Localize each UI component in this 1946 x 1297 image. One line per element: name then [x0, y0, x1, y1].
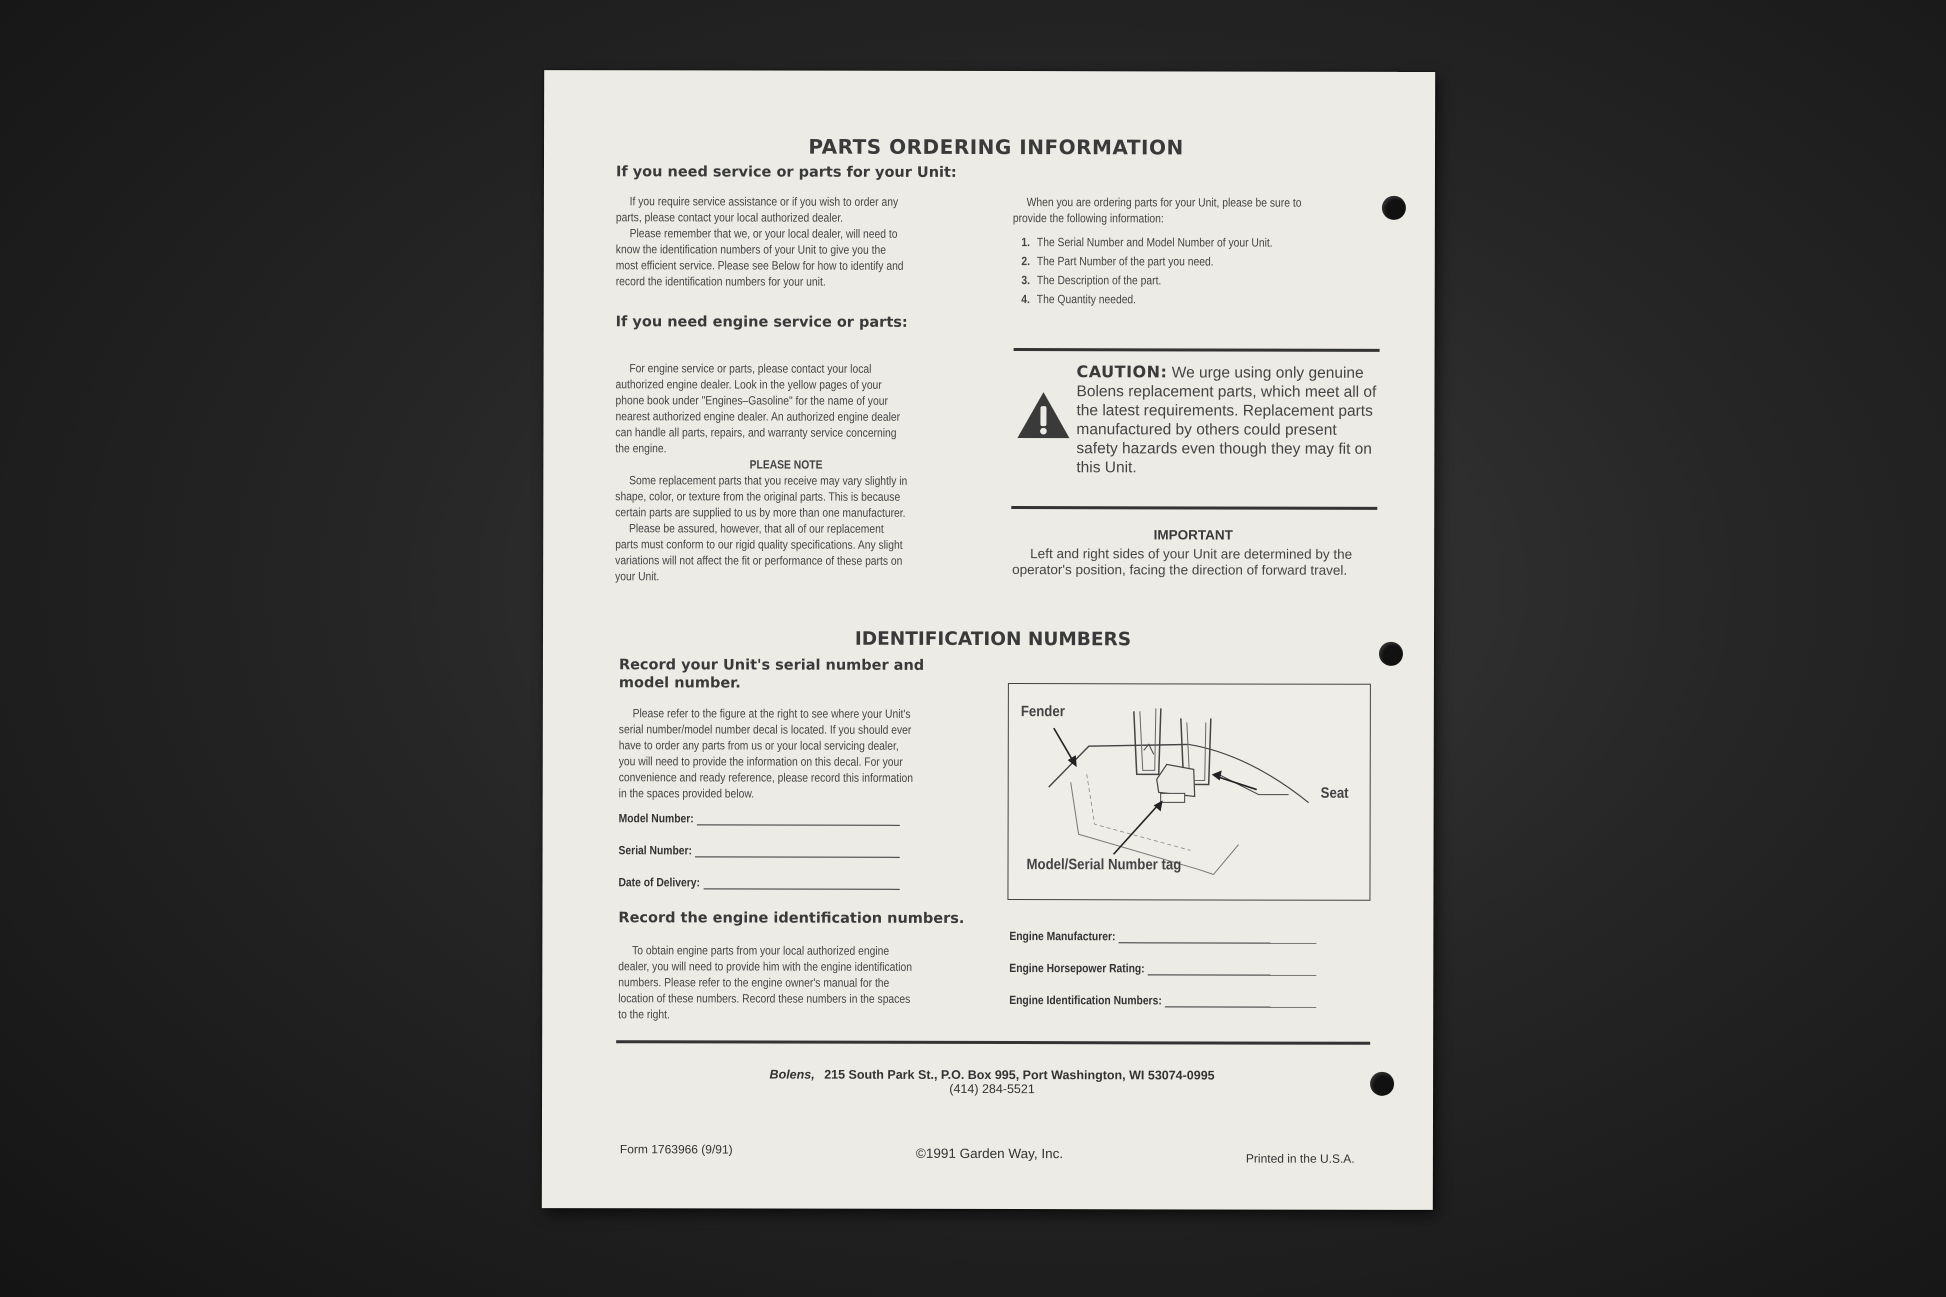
important-text: Left and right sides of your Unit are determined by the operator's position, facing the direction of forward travel. [1012, 546, 1353, 578]
note-text [615, 472, 908, 585]
ordering-section [1013, 194, 1314, 311]
ordering-intro: When you are ordering parts for your Unit, please be sure to provide the following information: [1012, 195, 1302, 226]
service-heading: If you need service or parts for your Unit: [615, 164, 957, 181]
engine-record-para: To obtain engine parts from your local authorized engine dealer, you will need to provide him with the engine identification numbers. Please refer to the engine owner's manual for the location of these numbers. Record these numbers in the spaces to the right. [618, 943, 913, 1022]
list-item: 4. The Quantity needed. [1021, 292, 1137, 307]
document-page [542, 70, 1435, 1210]
ordering-list [1013, 234, 1314, 308]
brand-name: Bolens, [769, 1067, 815, 1082]
fender-label: Fender [1020, 703, 1065, 721]
list-item: 3. The Description of the part. [1021, 273, 1162, 288]
record-heading: Record your Unit's serial number and model number. [618, 657, 925, 692]
service-para-1: If you require service assistance or if you wish to order any parts, please contact your local authorized dealer. [615, 194, 899, 225]
identification-title: IDENTIFICATION NUMBERS [854, 628, 1132, 651]
form-number: Form 1763966 (9/91) [619, 1142, 733, 1157]
note-para-2: Please be assured, however, that all of our replacement parts must conform to our rigid quality specifications. Any slight variations will not affect the fit or performance of these parts on your Unit. [615, 521, 903, 584]
service-para-2: Please remember that we, or your local dealer, will need to know the identification numbers of your Unit to give you the most efficient service. Please see Below for how to identify and record the identification numbers for your unit. [615, 226, 904, 289]
please-note-heading: PLEASE NOTE [749, 457, 823, 472]
list-item: 1. The Serial Number and Model Number of your Unit. [1021, 235, 1273, 250]
record-text [619, 705, 916, 802]
caution-label: CAUTION: [1076, 362, 1168, 382]
seat-label: Seat [1320, 784, 1349, 802]
page-title: PARTS ORDERING INFORMATION [808, 134, 1184, 160]
note-para-1: Some replacement parts that you receive may vary slightly in shape, color, or texture from the original parts. This is because certain parts are supplied to us by more than one manufacturer. [615, 473, 908, 520]
engine-record-text [618, 942, 915, 1023]
engine-text [615, 360, 908, 457]
warning-icon [1014, 389, 1072, 441]
caution-block [1076, 362, 1376, 478]
copyright: ©1991 Garden Way, Inc. [915, 1145, 1064, 1162]
serial-tag-figure [1007, 683, 1370, 901]
list-item: 2. The Part Number of the part you need. [1021, 254, 1214, 269]
footer-divider [616, 1040, 1370, 1045]
printed-in: Printed in the U.S.A. [1245, 1151, 1355, 1166]
date-of-delivery-field[interactable]: Date of Delivery: [618, 875, 899, 890]
binder-hole [1382, 196, 1406, 220]
caution-text: We urge using only genuine Bolens replacement parts, which meet all of the latest requirements. Replacement parts manufactured by others could present safety hazards even though they may fit on this Unit. [1076, 364, 1377, 477]
model-number-field[interactable]: Model Number: [619, 811, 900, 826]
engine-horsepower-field[interactable]: Engine Horsepower Rating: [1009, 961, 1316, 976]
serial-number-field[interactable]: Serial Number: [619, 843, 900, 858]
address-text: 215 South Park St., P.O. Box 995, Port Washington, WI 53074-0995 [824, 1067, 1215, 1083]
engine-record-heading: Record the engine identification numbers. [618, 910, 965, 927]
divider [1011, 506, 1377, 510]
divider [1014, 348, 1380, 352]
engine-para: For engine service or parts, please contact your local authorized engine dealer. Look in the yellow pages of your phone book under "Engines–Gasoline" for the name of your nearest authorized engine dealer. An authorized engine dealer can handle all parts, repairs, and warranty service concerning the engine. [615, 361, 901, 456]
important-heading: IMPORTANT [1153, 527, 1233, 543]
company-phone: (414) 284-5521 [949, 1081, 1035, 1097]
record-para: Please refer to the figure at the right to see where your Unit's serial number/model number decal is located. If you should ever have to order any parts from us or your local servicing dealer, you will need to provide the information on this decal. For your convenience and ready reference, please record this information in the spaces provided below. [618, 706, 914, 801]
engine-manufacturer-field[interactable]: Engine Manufacturer: [1009, 929, 1316, 944]
service-text [616, 193, 909, 290]
engine-id-numbers-field[interactable]: Engine Identification Numbers: [1009, 993, 1316, 1008]
serial-tag-label: Model/Serial Number tag [1026, 856, 1182, 874]
engine-heading: If you need engine service or parts: [615, 314, 908, 331]
